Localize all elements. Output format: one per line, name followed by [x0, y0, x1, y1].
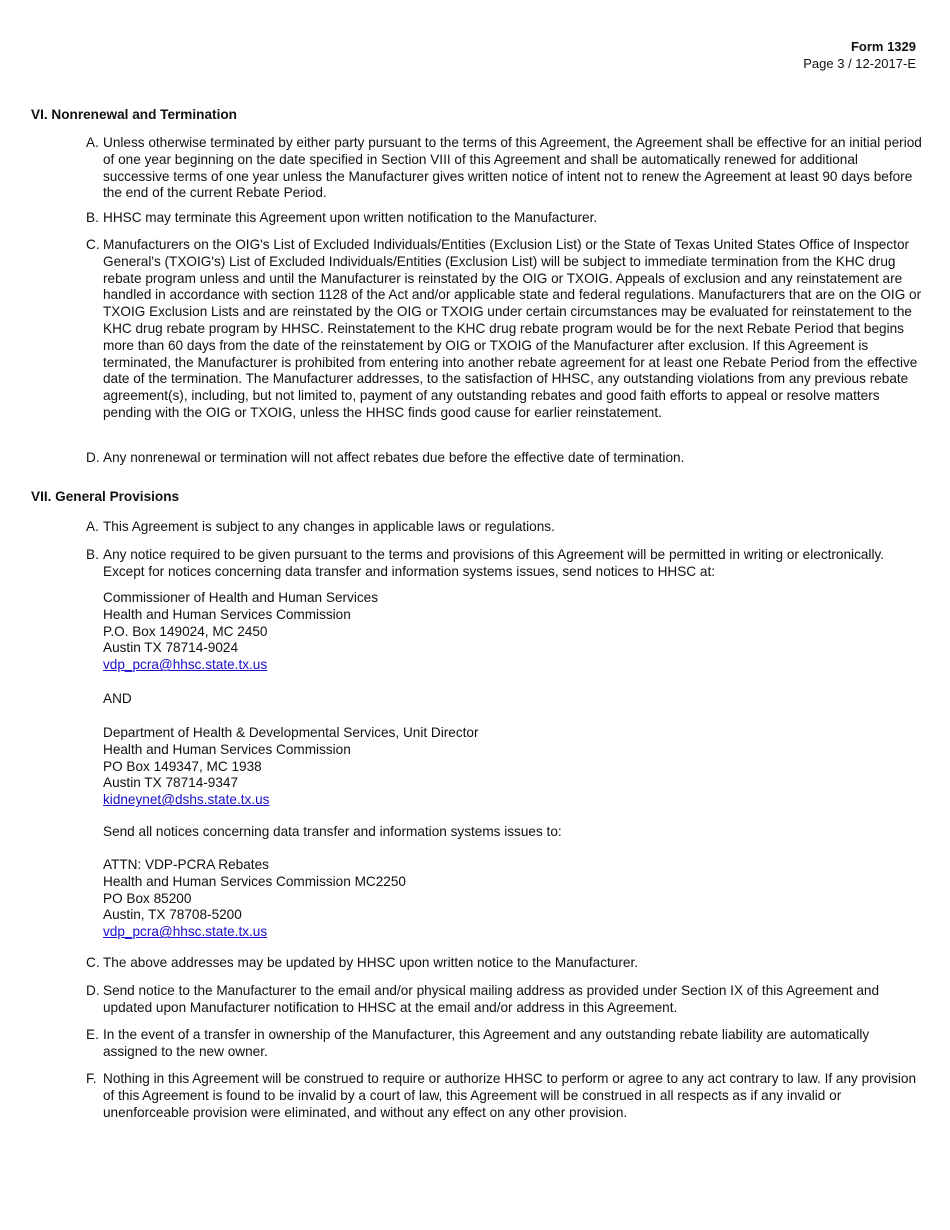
item-letter: C.	[86, 955, 100, 970]
address-line: Health and Human Services Commission	[103, 741, 351, 757]
item-letter: A.	[86, 519, 99, 534]
item-text: Any nonrenewal or termination will not affect rebates due before the effective date of termination.	[103, 450, 685, 465]
page-info: Page 3 / 12-2017-E	[803, 56, 916, 71]
data-notice-text: Send all notices concerning data transfer and information systems issues to:	[103, 824, 562, 839]
item-letter: B.	[86, 547, 99, 562]
section-vi-item-d	[86, 450, 922, 467]
section-vii-item-f	[86, 1071, 922, 1121]
item-letter: C.	[86, 237, 100, 252]
item-text: Any notice required to be given pursuant to the terms and provisions of this Agreement will be permitted in writing or electronically. Except for notices concerning data transfer and information systems issues, send notices to HHSC at:	[103, 547, 885, 579]
address-line: P.O. Box 149024, MC 2450	[103, 623, 268, 639]
section-vii-item-b	[86, 547, 922, 581]
section-vi-item-b	[86, 210, 922, 227]
section-vii-item-c	[86, 955, 922, 972]
item-letter: B.	[86, 210, 99, 225]
address-line: Commissioner of Health and Human Services	[103, 590, 379, 605]
item-letter: A.	[86, 135, 99, 150]
address-line: PO Box 149347, MC 1938	[103, 758, 262, 774]
item-letter: E.	[86, 1027, 99, 1042]
address-line: PO Box 85200	[103, 890, 192, 906]
item-letter: D.	[86, 983, 100, 998]
email-link-vdp-pcra[interactable]: vdp_pcra@hhsc.state.tx.us	[103, 924, 268, 940]
address-line: Department of Health & Developmental Services, Unit Director	[103, 725, 479, 740]
item-text: This Agreement is subject to any changes in applicable laws or regulations.	[103, 519, 555, 534]
item-text: HHSC may terminate this Agreement upon written notification to the Manufacturer.	[103, 210, 598, 225]
section-vi-item-a	[86, 135, 922, 202]
section-vii-item-e	[86, 1027, 922, 1061]
page-header	[803, 38, 916, 72]
item-text: Manufacturers on the OIG's List of Excluded Individuals/Entities (Exclusion List) or the State of Texas United States Office of Inspector General's (TXOIG's) List of Excluded Individuals/Entities (Exclusion List) will be subject to immediate termination from the KHC drug rebate program unless and until the Manufacturer is reinstated by the OIG or TXOIG. Appeals of exclusion and any reinstatement are handled in accordance with section 1128 of the Act and/or applicable state and federal regulations. Manufacturers that are on the OIG or TXOIG Exclusion Lists and are reinstated by the OIG or TXOIG under certain circumstances may be evaluated for reinstatement to the KHC drug rebate program by HHSC. Reinstatement to the KHC drug rebate program would be for the next Rebate Period that begins more than 60 days from the date of the reinstatement by OIG or TXOIG of the Manufacturer after exclusion. If this Agreement is terminated, the Manufacturer is prohibited from entering into another rebate agreement for at least one Rebate Period from the effective date of the termination. The Manufacturer addresses, to the satisfaction of HHSC, any outstanding violations from any previous rebate agreement(s), including, but not limited to, payment of any outstanding rebates and good faith efforts to appeal or resolve matters pending with the OIG or TXOIG, unless the HHSC finds good cause for earlier reinstatement.	[103, 237, 922, 420]
email-link-kidneynet[interactable]: kidneynet@dshs.state.tx.us	[103, 792, 270, 808]
section-vii-item-a	[86, 519, 922, 536]
section-heading-vi: VI. Nonrenewal and Termination	[31, 107, 237, 122]
item-text: In the event of a transfer in ownership of the Manufacturer, this Agreement and any outstanding rebate liability are automatically assigned to the new owner.	[103, 1027, 870, 1059]
item-letter: F.	[86, 1071, 97, 1086]
email-link-vdp-pcra[interactable]: vdp_pcra@hhsc.state.tx.us	[103, 657, 268, 673]
item-text: Nothing in this Agreement will be construed to require or authorize HHSC to perform or agree to any act contrary to law. If any provision of this Agreement is found to be invalid by a court of law, this Agreement will be construed in all respects as if any invalid or unenforceable provision were eliminated, and without any effect on any other provision.	[103, 1071, 917, 1120]
section-vii-item-d	[86, 983, 922, 1017]
item-text: The above addresses may be updated by HHSC upon written notice to the Manufacturer.	[103, 955, 638, 970]
address-line: Health and Human Services Commission MC2250	[103, 873, 406, 889]
address-block-commissioner	[103, 590, 903, 674]
item-text: Send notice to the Manufacturer to the email and/or physical mailing address as provided under Section IX of this Agreement and updated upon Manufacturer notification to HHSC at the email and/or address in this Agreement.	[103, 983, 880, 1015]
section-vi-item-c	[86, 237, 922, 422]
address-line: Austin TX 78714-9347	[103, 775, 239, 791]
section-heading-vii: VII. General Provisions	[31, 489, 180, 504]
address-line: Austin TX 78714-9024	[103, 640, 239, 656]
form-number: Form 1329	[850, 39, 916, 54]
address-line: Health and Human Services Commission	[103, 606, 351, 622]
and-text: AND	[103, 691, 132, 706]
item-text: Unless otherwise terminated by either party pursuant to the terms of this Agreement, the Agreement shall be effective for an initial period of one year beginning on the date specified in Section VIII of this Agreement and shall be automatically renewed for additional successive terms of one year unless the Manufacturer gives written notice of intent not to renew the Agreement at least 90 days before the end of the current Rebate Period.	[103, 135, 922, 201]
address-block-dhds	[103, 725, 903, 809]
address-line: ATTN: VDP-PCRA Rebates	[103, 857, 269, 872]
address-line: Austin, TX 78708-5200	[103, 907, 242, 923]
item-letter: D.	[86, 450, 100, 465]
address-block-vdp-pcra	[103, 857, 903, 941]
